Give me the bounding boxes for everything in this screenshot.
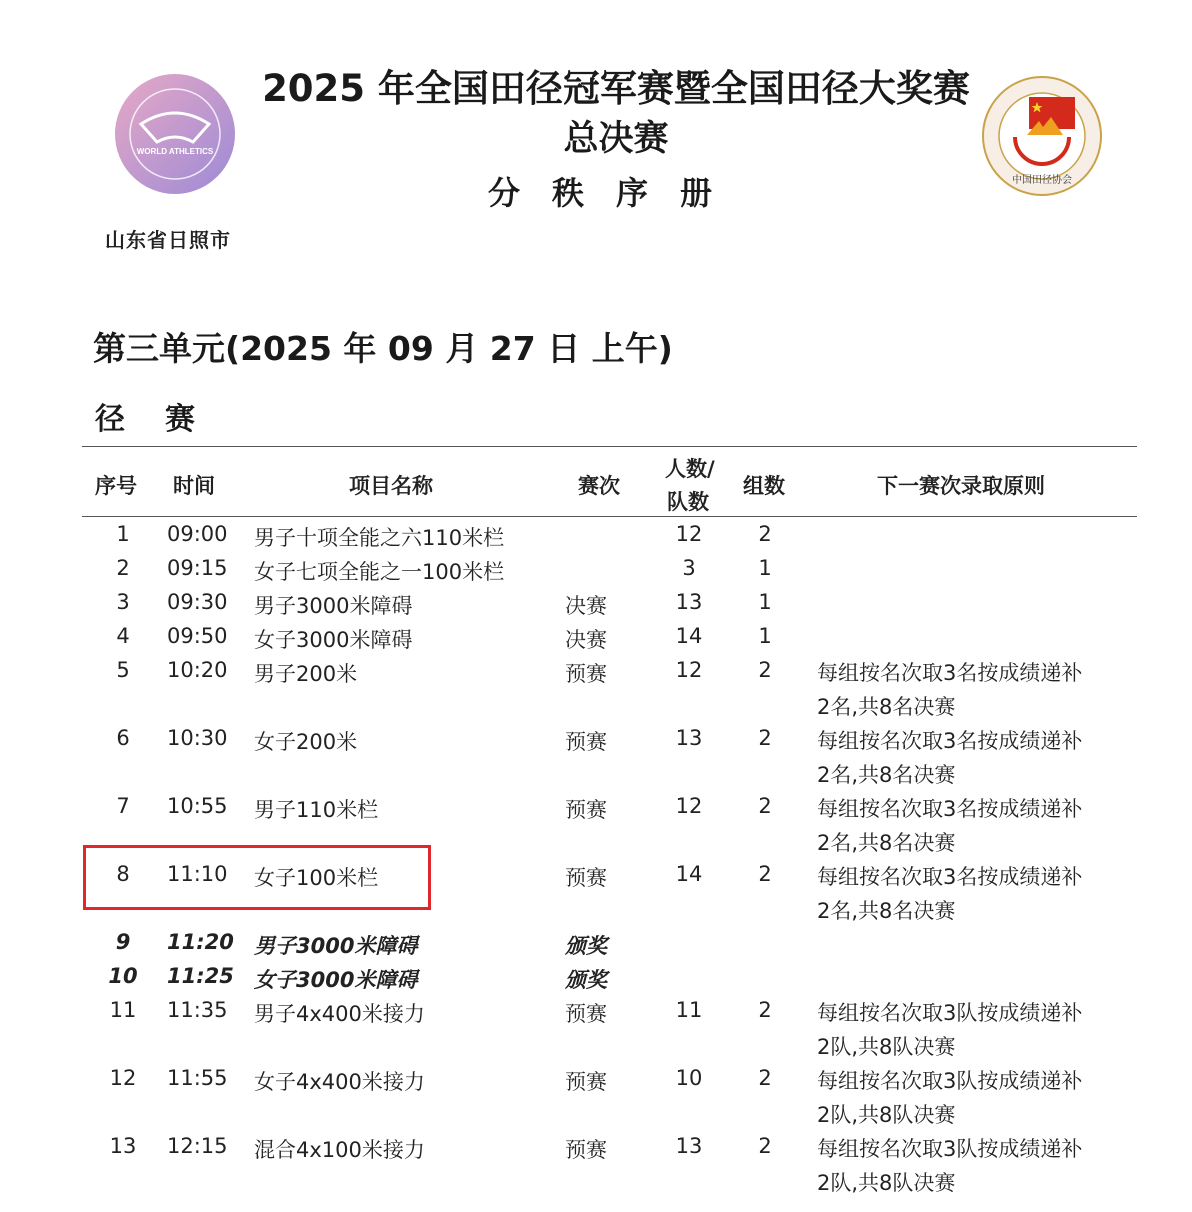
row-groups: 2 xyxy=(758,794,772,818)
row-time: 09:15 xyxy=(167,556,228,580)
row-time: 09:00 xyxy=(167,522,228,546)
row-time: 09:50 xyxy=(167,624,228,648)
row-event: 女子4x400米接力 xyxy=(254,1070,425,1094)
row-round: 预赛 xyxy=(565,730,607,754)
row-rule-line2: 2队,共8队决赛 xyxy=(817,1035,956,1059)
row-no: 11 xyxy=(109,998,137,1022)
row-event: 男子4x400米接力 xyxy=(254,1002,425,1026)
row-count: 12 xyxy=(675,522,703,546)
row-round: 预赛 xyxy=(565,866,607,890)
row-groups: 2 xyxy=(758,726,772,750)
row-groups: 2 xyxy=(758,998,772,1022)
row-no: 6 xyxy=(116,726,130,750)
row-round: 预赛 xyxy=(565,1002,607,1026)
row-count: 12 xyxy=(675,794,703,818)
row-time: 11:25 xyxy=(167,964,234,988)
row-round: 预赛 xyxy=(565,798,607,822)
venue-city: 山东省日照市 xyxy=(105,228,231,252)
row-event: 男子十项全能之六110米栏 xyxy=(254,526,505,550)
row-no: 1 xyxy=(116,522,130,546)
row-no: 9 xyxy=(115,930,131,954)
row-no: 8 xyxy=(116,862,130,886)
row-event: 混合4x100米接力 xyxy=(254,1138,425,1162)
row-event: 女子100米栏 xyxy=(254,866,379,890)
header-event: 项目名称 xyxy=(349,474,433,498)
header-groups: 组数 xyxy=(743,474,785,498)
row-rule-line2: 2名,共8名决赛 xyxy=(817,831,956,855)
row-rule-line2: 2队,共8队决赛 xyxy=(817,1171,956,1195)
table-top-rule xyxy=(82,446,1137,447)
row-event: 男子3000米障碍 xyxy=(254,594,413,618)
row-time: 10:55 xyxy=(167,794,228,818)
row-count: 14 xyxy=(675,624,703,648)
section-heading: 径赛 xyxy=(95,402,235,437)
row-rule-line2: 2名,共8名决赛 xyxy=(817,695,956,719)
row-time: 11:55 xyxy=(167,1066,228,1090)
row-event: 女子3000米障碍 xyxy=(254,628,413,652)
row-rule-line1: 每组按名次取3队按成绩递补 xyxy=(817,1069,1083,1093)
row-count: 14 xyxy=(675,862,703,886)
row-groups: 1 xyxy=(758,556,772,580)
row-rule-line1: 每组按名次取3队按成绩递补 xyxy=(817,1001,1083,1025)
row-round: 预赛 xyxy=(565,1070,607,1094)
header-time: 时间 xyxy=(173,474,215,498)
row-groups: 2 xyxy=(758,522,772,546)
row-rule-line1: 每组按名次取3名按成绩递补 xyxy=(817,729,1083,753)
row-groups: 2 xyxy=(758,1066,772,1090)
row-round: 颁奖 xyxy=(565,968,607,992)
row-rule-line1: 每组按名次取3名按成绩递补 xyxy=(817,797,1083,821)
header-no: 序号 xyxy=(95,474,137,498)
logo-right-subtext: 中国田径协会 xyxy=(1012,175,1072,186)
row-no: 2 xyxy=(116,556,130,580)
row-event: 女子七项全能之一100米栏 xyxy=(254,560,505,584)
row-no: 4 xyxy=(116,624,130,648)
row-groups: 2 xyxy=(758,658,772,682)
row-round: 预赛 xyxy=(565,662,607,686)
row-time: 11:10 xyxy=(167,862,228,886)
row-groups: 2 xyxy=(758,1134,772,1158)
row-rule-line2: 2名,共8名决赛 xyxy=(817,899,956,923)
row-time: 11:35 xyxy=(167,998,228,1022)
row-round: 预赛 xyxy=(565,1138,607,1162)
row-rule-line1: 每组按名次取3队按成绩递补 xyxy=(817,1137,1083,1161)
row-groups: 2 xyxy=(758,862,772,886)
row-no: 5 xyxy=(116,658,130,682)
row-count: 13 xyxy=(675,590,703,614)
row-round: 颁奖 xyxy=(565,934,607,958)
row-groups: 1 xyxy=(758,590,772,614)
table-header-rule xyxy=(82,516,1137,517)
row-count: 13 xyxy=(675,1134,703,1158)
row-no: 3 xyxy=(116,590,130,614)
row-groups: 1 xyxy=(758,624,772,648)
row-event: 男子200米 xyxy=(254,662,358,686)
row-time: 10:20 xyxy=(167,658,228,682)
header-count-line1: 人数/ xyxy=(665,457,715,481)
row-event: 女子200米 xyxy=(254,730,358,754)
row-time: 12:15 xyxy=(167,1134,228,1158)
header-count-line2: 队数 xyxy=(667,490,709,514)
row-event: 女子3000米障碍 xyxy=(254,968,418,992)
row-rule-line2: 2队,共8队决赛 xyxy=(817,1103,956,1127)
header-rule: 下一赛次录取原则 xyxy=(877,474,1045,498)
row-time: 09:30 xyxy=(167,590,228,614)
document-title: 2025 年全国田径冠军赛暨全国田径大奖赛 xyxy=(262,67,970,110)
document-type: 分秩序册 xyxy=(487,174,744,212)
row-rule-line1: 每组按名次取3名按成绩递补 xyxy=(817,661,1083,685)
row-count: 10 xyxy=(675,1066,703,1090)
row-rule-line1: 每组按名次取3名按成绩递补 xyxy=(817,865,1083,889)
row-count: 11 xyxy=(675,998,703,1022)
row-round: 决赛 xyxy=(565,594,607,618)
row-event: 男子3000米障碍 xyxy=(254,934,418,958)
row-no: 7 xyxy=(116,794,130,818)
row-round: 决赛 xyxy=(565,628,607,652)
row-event: 男子110米栏 xyxy=(254,798,379,822)
row-count: 3 xyxy=(682,556,696,580)
row-count: 12 xyxy=(675,658,703,682)
document-subtitle: 总决赛 xyxy=(563,119,669,159)
header-round: 赛次 xyxy=(578,474,620,498)
row-time: 10:30 xyxy=(167,726,228,750)
row-time: 11:20 xyxy=(167,930,234,954)
row-no: 12 xyxy=(109,1066,137,1090)
highlight-box xyxy=(83,845,431,910)
row-no: 13 xyxy=(109,1134,137,1158)
logo-left-text: WORLD ATHLETICS xyxy=(136,147,214,156)
row-count: 13 xyxy=(675,726,703,750)
row-no: 10 xyxy=(108,964,138,988)
session-heading: 第三单元(2025 年 09 月 27 日 上午) xyxy=(93,329,673,368)
row-rule-line2: 2名,共8名决赛 xyxy=(817,763,956,787)
